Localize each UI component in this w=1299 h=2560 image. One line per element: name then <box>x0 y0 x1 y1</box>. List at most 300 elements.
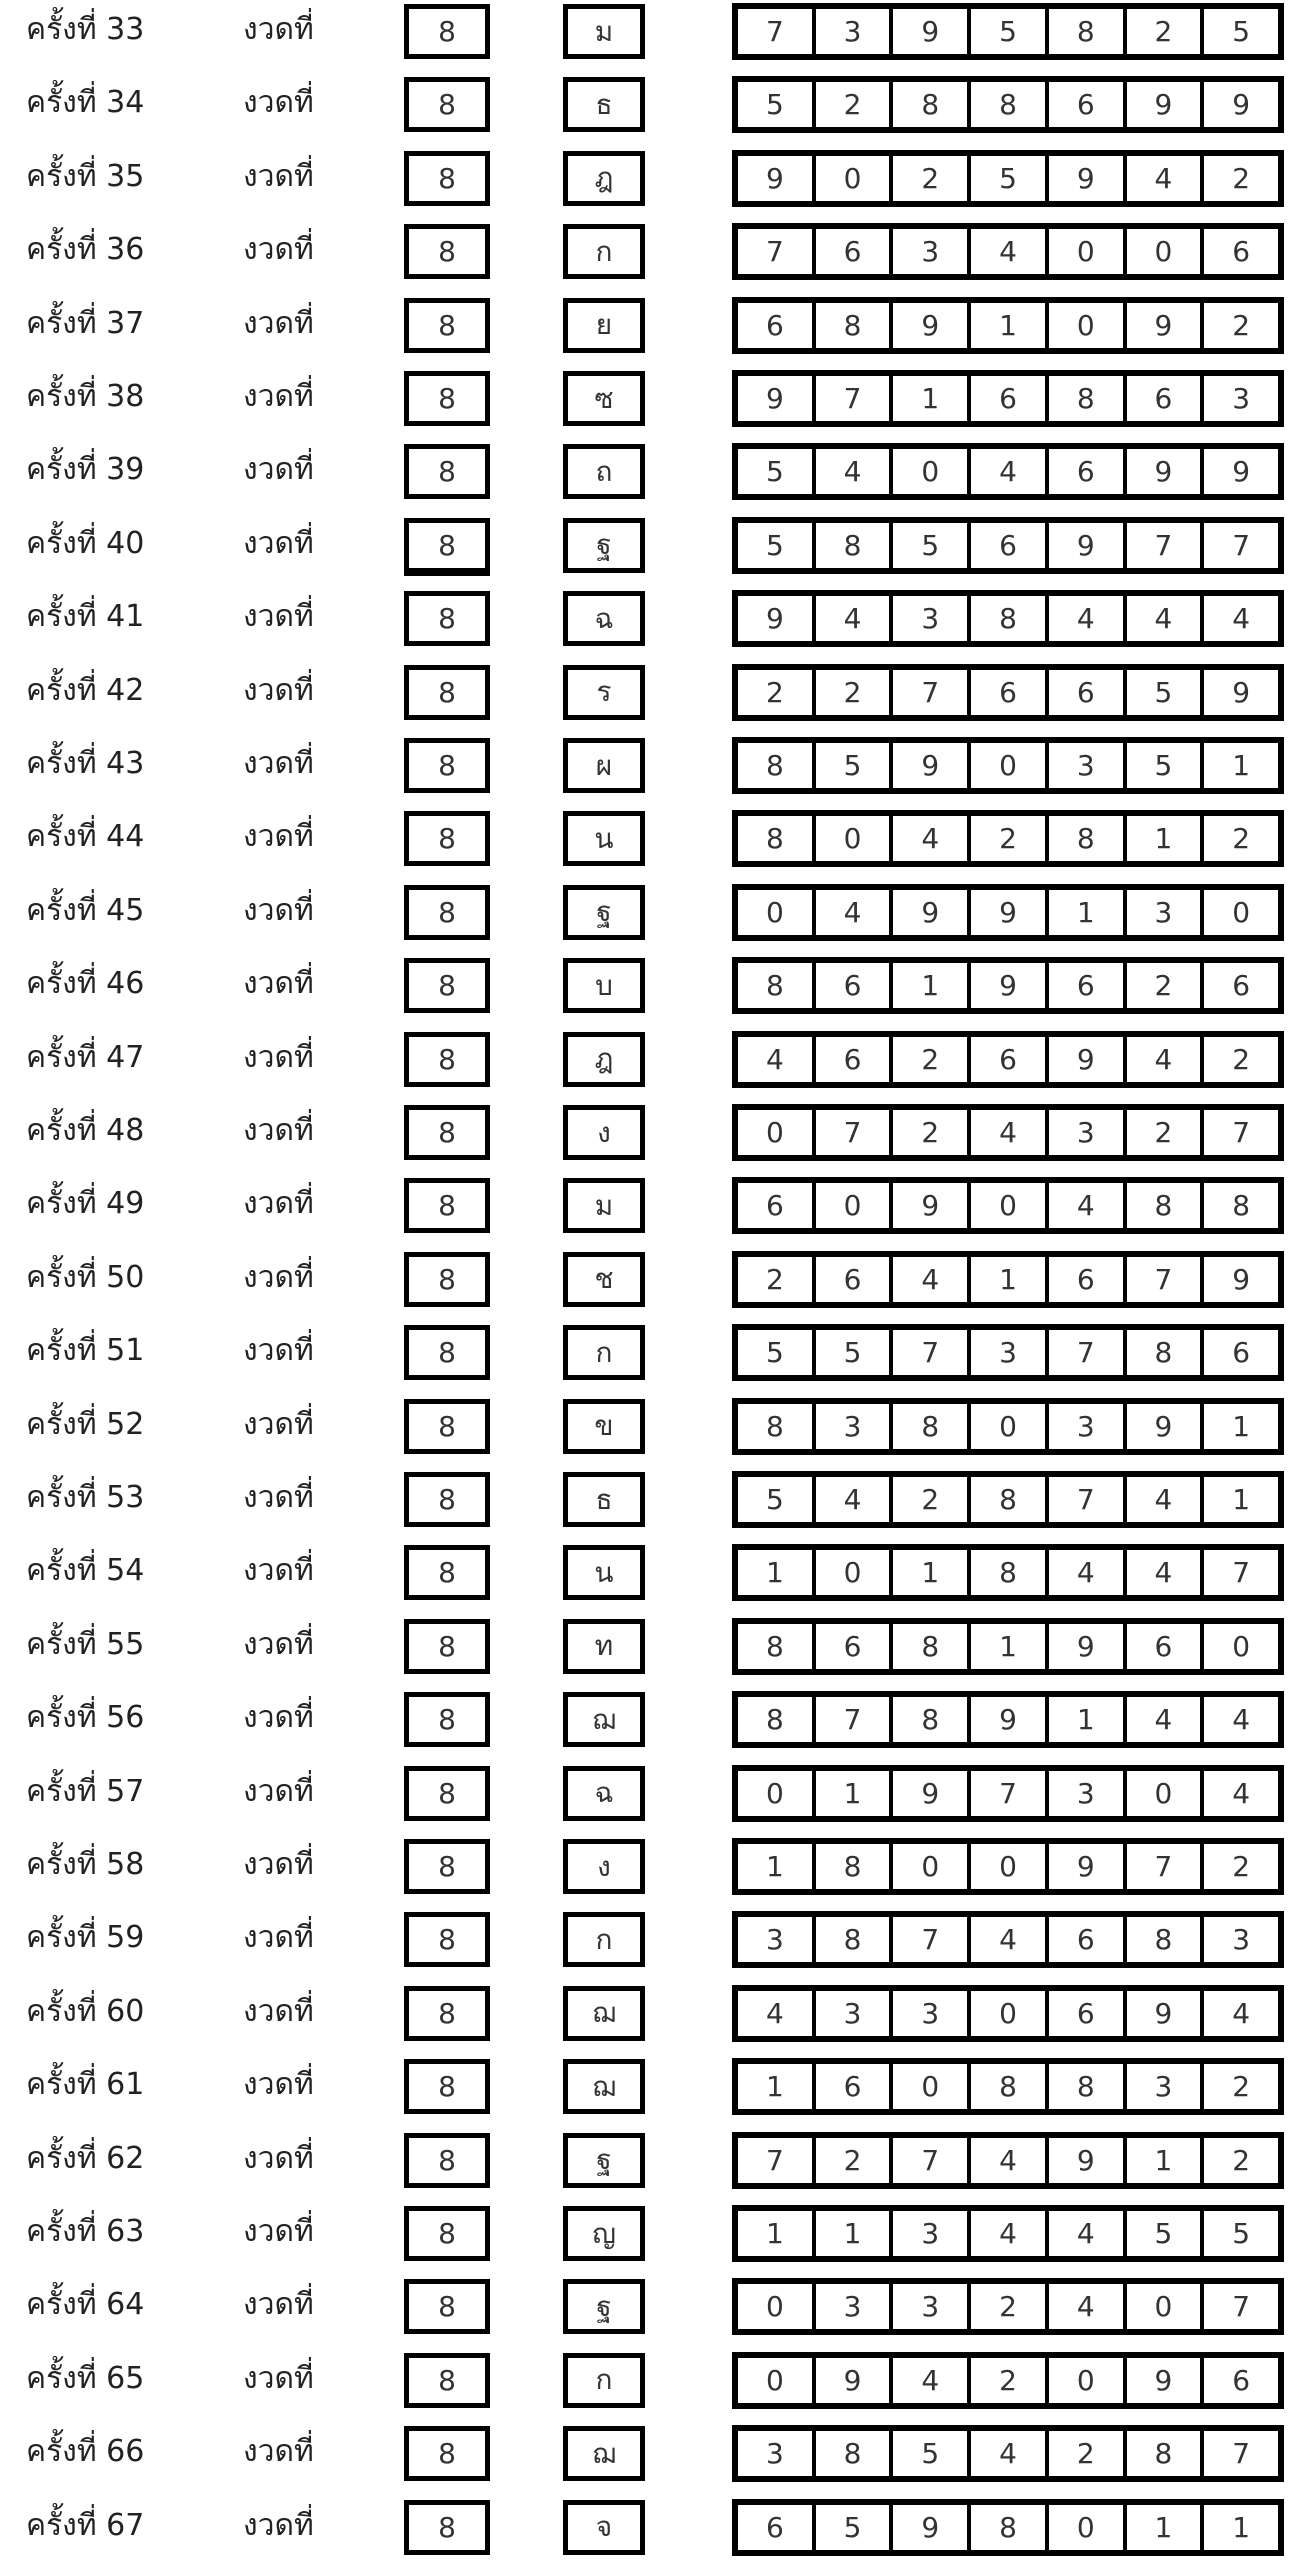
draw-row <box>0 73 1299 135</box>
letter-box: ร <box>563 665 645 720</box>
letter-box: ฐ <box>563 885 645 940</box>
draw-label: งวดที่ <box>243 1993 314 2029</box>
draw-row <box>0 1835 1299 1897</box>
letter-box: ท <box>563 1619 645 1674</box>
letter-box: ฌ <box>563 2426 645 2481</box>
digit-cell: 4 <box>889 816 967 861</box>
digit-cell: 2 <box>967 2284 1045 2329</box>
digit-cell: 4 <box>1123 1550 1201 1595</box>
draw-label: งวดที่ <box>243 1480 314 1515</box>
digit-cell: 6 <box>1123 1624 1201 1669</box>
digit-cell: 4 <box>1200 1991 1278 2036</box>
draw-label: งวดที่ <box>243 2140 314 2176</box>
number-digits-group <box>732 223 1284 280</box>
digit-cell: 6 <box>967 1037 1045 1082</box>
digit-cell: 4 <box>1200 1771 1278 1816</box>
digit-cell: 8 <box>1123 2431 1201 2476</box>
digit-cell: 0 <box>967 1404 1045 1449</box>
digit-cell: 4 <box>889 1257 967 1302</box>
digit-cell: 7 <box>1045 1477 1123 1522</box>
round-label: ครั้งที่ 43 <box>26 746 145 781</box>
digit-cell: 2 <box>812 2138 890 2183</box>
draw-row <box>0 2422 1299 2484</box>
draw-number-box: 8 <box>404 1472 490 1527</box>
digit-cell: 6 <box>1045 1917 1123 1962</box>
digit-cell: 1 <box>765 2070 784 2104</box>
digit-cell: 3 <box>889 229 967 274</box>
digit-cell: 8 <box>1123 1183 1201 1228</box>
digit-cell: 9 <box>1123 1991 1201 2036</box>
draw-number-box: 8 <box>404 77 490 132</box>
round-label: ครั้งที่ 63 <box>26 2214 145 2249</box>
digit-cell: 1 <box>1123 816 1201 861</box>
draw-label: งวดที่ <box>243 2360 314 2396</box>
digit-cell: 2 <box>889 1477 967 1522</box>
letter-box: ก <box>563 1325 645 1380</box>
draw-row <box>0 881 1299 943</box>
digit-cell: 9 <box>967 963 1045 1008</box>
digit-cell: 1 <box>765 2217 784 2250</box>
round-label: ครั้งที่ 60 <box>26 1993 145 2029</box>
digit-cell: 4 <box>765 1996 784 2030</box>
digit-cell: 4 <box>1123 1697 1201 1742</box>
digit-cell: 4 <box>812 1477 890 1522</box>
digit-cell: 6 <box>812 1624 890 1669</box>
digit-cell: 2 <box>1200 1037 1278 1082</box>
digit-cell: 7 <box>1200 1550 1278 1595</box>
number-digits-group <box>732 3 1284 60</box>
digit-cell: 7 <box>889 1330 967 1375</box>
letter-box: น <box>563 1545 645 1600</box>
digit-cell: 8 <box>967 1550 1045 1595</box>
digit-cell: 9 <box>1045 1844 1123 1889</box>
digit-cell: 9 <box>1200 82 1278 127</box>
draw-row <box>0 954 1299 1016</box>
digit-cell: 5 <box>1200 2211 1278 2256</box>
digit-cell: 4 <box>1123 156 1201 201</box>
digit-cell: 3 <box>1123 890 1201 935</box>
digit-cell: 7 <box>1045 1330 1123 1375</box>
digit-cell: 5 <box>765 88 784 122</box>
digit-cell: 9 <box>1200 670 1278 715</box>
draw-row <box>0 1982 1299 2044</box>
digit-cell: 1 <box>765 1850 784 1883</box>
draw-row <box>0 1248 1299 1310</box>
draw-number-box: 8 <box>404 1325 490 1380</box>
digit-cell: 1 <box>889 376 967 421</box>
draw-number-box: 8 <box>404 2206 490 2261</box>
digit-cell: 4 <box>1123 596 1201 641</box>
number-digits-group <box>732 1544 1284 1601</box>
digit-cell: 3 <box>1200 1917 1278 1962</box>
digit-cell: 3 <box>812 2284 890 2329</box>
letter-box: ฐ <box>563 2279 645 2334</box>
draw-label: งวดที่ <box>243 2507 314 2543</box>
draw-row <box>0 367 1299 429</box>
digit-cell: 7 <box>1200 2431 1278 2476</box>
digit-cell: 9 <box>889 890 967 935</box>
number-digits-group <box>732 664 1284 721</box>
digit-cell: 9 <box>889 1183 967 1228</box>
digit-cell: 0 <box>1200 890 1278 935</box>
letter-box: จ <box>563 2500 645 2555</box>
digit-cell: 1 <box>967 303 1045 348</box>
draw-number-box: 8 <box>404 958 490 1013</box>
draw-row <box>0 2496 1299 2558</box>
draw-number-box: 8 <box>404 1766 490 1821</box>
draw-row <box>0 0 1299 62</box>
digit-cell: 9 <box>1200 449 1278 494</box>
digit-cell: 0 <box>967 1183 1045 1228</box>
digit-cell: 9 <box>1123 1404 1201 1449</box>
round-label: ครั้งที่ 61 <box>26 2067 145 2103</box>
digit-cell: 2 <box>967 816 1045 861</box>
digit-cell: 1 <box>889 963 967 1008</box>
digit-cell: 0 <box>889 2064 967 2109</box>
round-label: ครั้งที่ 39 <box>26 452 145 488</box>
number-digits-group <box>732 957 1284 1014</box>
draw-label: งวดที่ <box>243 819 314 855</box>
digit-cell: 4 <box>967 2138 1045 2183</box>
digit-cell: 5 <box>1123 2211 1201 2256</box>
digit-cell: 6 <box>812 1037 890 1082</box>
digit-cell: 4 <box>967 2211 1045 2256</box>
number-digits-group <box>732 2058 1284 2115</box>
number-digits-group <box>732 2352 1284 2409</box>
digit-cell: 4 <box>1200 1697 1278 1742</box>
number-digits-group <box>732 1398 1284 1455</box>
digit-cell: 4 <box>967 1110 1045 1155</box>
draw-row <box>0 661 1299 723</box>
round-label: ครั้งที่ 34 <box>26 85 145 121</box>
number-digits-group <box>732 443 1284 500</box>
draw-label: งวดที่ <box>243 1626 314 1662</box>
divider-line <box>404 572 490 576</box>
digit-cell: 8 <box>765 749 784 782</box>
digit-cell: 4 <box>1123 1477 1201 1522</box>
digit-cell: 4 <box>889 2358 967 2403</box>
digit-cell: 9 <box>967 890 1045 935</box>
draw-label: งวดที่ <box>243 599 314 635</box>
draw-number-box: 8 <box>404 298 490 353</box>
digit-cell: 2 <box>1123 9 1201 54</box>
draw-number-box: 8 <box>404 2500 490 2555</box>
digit-cell: 2 <box>812 670 890 715</box>
number-digits-group <box>732 1838 1284 1895</box>
number-digits-group <box>732 810 1284 867</box>
digit-cell: 6 <box>967 670 1045 715</box>
digit-cell: 4 <box>967 1917 1045 1962</box>
draw-row <box>0 1321 1299 1383</box>
number-digits-group <box>732 2132 1284 2189</box>
number-digits-group <box>732 1177 1284 1234</box>
number-digits-group <box>732 370 1284 427</box>
draw-number-box: 8 <box>404 371 490 426</box>
digit-cell: 4 <box>1045 1550 1123 1595</box>
round-label: ครั้งที่ 65 <box>26 2360 145 2396</box>
digit-cell: 6 <box>1200 229 1278 274</box>
digit-cell: 2 <box>1200 816 1278 861</box>
draw-label: งวดที่ <box>243 1186 314 1222</box>
digit-cell: 2 <box>1200 303 1278 348</box>
digit-cell: 7 <box>889 2138 967 2183</box>
digit-cell: 2 <box>1200 2064 1278 2109</box>
digit-cell: 4 <box>1045 2284 1123 2329</box>
draw-number-box: 8 <box>404 738 490 793</box>
digit-cell: 1 <box>812 2211 890 2256</box>
digit-cell: 5 <box>812 1330 890 1375</box>
digit-cell: 3 <box>1045 1404 1123 1449</box>
digit-cell: 1 <box>1045 1697 1123 1742</box>
digit-cell: 4 <box>1045 2211 1123 2256</box>
digit-cell: 8 <box>812 303 890 348</box>
draw-row <box>0 1101 1299 1163</box>
digit-cell: 3 <box>1045 1771 1123 1816</box>
draw-number-box: 8 <box>404 811 490 866</box>
digit-cell: 8 <box>1045 9 1123 54</box>
digit-cell: 8 <box>967 82 1045 127</box>
letter-box: น <box>563 811 645 866</box>
digit-cell: 1 <box>1123 2138 1201 2183</box>
draw-number-box: 8 <box>404 1545 490 1600</box>
draw-number-box: 8 <box>404 1105 490 1160</box>
digit-cell: 5 <box>812 743 890 788</box>
letter-box: ฉ <box>563 591 645 646</box>
digit-cell: 6 <box>1200 1330 1278 1375</box>
digit-cell: 8 <box>967 2064 1045 2109</box>
draw-row <box>0 1762 1299 1824</box>
digit-cell: 3 <box>1045 743 1123 788</box>
number-digits-group <box>732 1765 1284 1822</box>
round-label: ครั้งที่ 53 <box>26 1480 145 1515</box>
draw-number-box: 8 <box>404 4 490 59</box>
draw-label: งวดที่ <box>243 1039 314 1075</box>
draw-number-box: 8 <box>404 2426 490 2481</box>
digit-cell: 5 <box>812 2505 890 2550</box>
digit-cell: 9 <box>1200 1257 1278 1302</box>
draw-row <box>0 807 1299 869</box>
digit-cell: 5 <box>1200 9 1278 54</box>
letter-box: ฌ <box>563 1986 645 2041</box>
digit-cell: 9 <box>1045 2138 1123 2183</box>
number-digits-group <box>732 517 1284 574</box>
draw-number-box: 8 <box>404 151 490 206</box>
digit-cell: 3 <box>967 1330 1045 1375</box>
round-label: ครั้งที่ 54 <box>26 1553 145 1589</box>
digit-cell: 7 <box>1200 1110 1278 1155</box>
round-label: ครั้งที่ 51 <box>26 1333 145 1369</box>
draw-label: งวดที่ <box>243 2214 314 2249</box>
digit-cell: 9 <box>765 602 784 636</box>
number-digits-group <box>732 2278 1284 2335</box>
draw-number-box: 8 <box>404 885 490 940</box>
digit-cell: 9 <box>1123 2358 1201 2403</box>
digit-cell: 0 <box>812 1550 890 1595</box>
digit-cell: 8 <box>765 822 784 856</box>
draw-number-box: 8 <box>404 591 490 646</box>
digit-cell: 8 <box>812 2431 890 2476</box>
draw-row <box>0 1468 1299 1530</box>
digit-cell: 0 <box>1045 229 1123 274</box>
draw-row <box>0 2129 1299 2191</box>
digit-cell: 9 <box>889 743 967 788</box>
draw-number-box: 8 <box>404 1178 490 1233</box>
digit-cell: 8 <box>765 969 784 1003</box>
digit-cell: 9 <box>889 9 967 54</box>
digit-cell: 0 <box>1123 1771 1201 1816</box>
draw-row <box>0 1688 1299 1750</box>
digit-cell: 8 <box>1045 816 1123 861</box>
round-label: ครั้งที่ 38 <box>26 379 145 414</box>
number-digits-group <box>732 1471 1284 1528</box>
draw-row <box>0 587 1299 649</box>
digit-cell: 8 <box>889 82 967 127</box>
digit-cell: 9 <box>765 382 784 415</box>
letter-box: ม <box>563 1178 645 1233</box>
draw-label: งวดที่ <box>243 746 314 781</box>
digit-cell: 5 <box>1123 743 1201 788</box>
draw-label: งวดที่ <box>243 85 314 121</box>
digit-cell: 0 <box>812 156 890 201</box>
digit-cell: 6 <box>765 308 784 342</box>
letter-box: ก <box>563 224 645 279</box>
digit-cell: 5 <box>765 1336 784 1370</box>
digit-cell: 6 <box>1200 2358 1278 2403</box>
draw-label: งวดที่ <box>243 2434 314 2470</box>
digit-cell: 0 <box>967 1844 1045 1889</box>
round-label: ครั้งที่ 40 <box>26 525 145 561</box>
digit-cell: 2 <box>1200 2138 1278 2183</box>
digit-cell: 9 <box>1123 303 1201 348</box>
draw-label: งวดที่ <box>243 2067 314 2103</box>
number-digits-group <box>732 1985 1284 2042</box>
letter-box: ฌ <box>563 2059 645 2114</box>
digit-cell: 9 <box>1045 523 1123 568</box>
letter-box: ซ <box>563 371 645 426</box>
digit-cell: 1 <box>889 1550 967 1595</box>
draw-label: งวดที่ <box>243 525 314 561</box>
digit-cell: 5 <box>967 156 1045 201</box>
draw-label: งวดที่ <box>243 305 314 341</box>
digit-cell: 2 <box>812 82 890 127</box>
digit-cell: 7 <box>765 2143 784 2177</box>
round-label: ครั้งที่ 47 <box>26 1039 145 1075</box>
number-digits-group <box>732 590 1284 647</box>
draw-label: งวดที่ <box>243 1700 314 1736</box>
draw-label: งวดที่ <box>243 158 314 194</box>
digit-cell: 7 <box>765 15 784 48</box>
letter-box: ฌ <box>563 1692 645 1747</box>
round-label: ครั้งที่ 35 <box>26 158 145 194</box>
letter-box: ฉ <box>563 1766 645 1821</box>
digit-cell: 0 <box>967 1991 1045 2036</box>
digit-cell: 9 <box>1045 1624 1123 1669</box>
digit-cell: 8 <box>765 1629 784 1663</box>
digit-cell: 6 <box>812 963 890 1008</box>
digit-cell: 3 <box>1123 2064 1201 2109</box>
digit-cell: 4 <box>812 596 890 641</box>
digit-cell: 0 <box>765 2363 784 2397</box>
letter-box: ญ <box>563 2206 645 2261</box>
draw-row <box>0 1541 1299 1603</box>
digit-cell: 4 <box>812 890 890 935</box>
digit-cell: 1 <box>1200 743 1278 788</box>
draw-label: งวดที่ <box>243 1333 314 1369</box>
digit-cell: 1 <box>1123 2505 1201 2550</box>
number-digits-group <box>732 1104 1284 1161</box>
digit-cell: 7 <box>1123 523 1201 568</box>
draw-number-box: 8 <box>404 1986 490 2041</box>
digit-cell: 6 <box>812 229 890 274</box>
digit-cell: 2 <box>889 1037 967 1082</box>
digit-cell: 0 <box>765 1776 784 1810</box>
digit-cell: 5 <box>889 523 967 568</box>
digit-cell: 0 <box>812 816 890 861</box>
letter-box: ง <box>563 1839 645 1894</box>
round-label: ครั้งที่ 58 <box>26 1847 145 1882</box>
draw-label: งวดที่ <box>243 892 314 928</box>
round-label: ครั้งที่ 48 <box>26 1113 145 1148</box>
digit-cell: 3 <box>889 2284 967 2329</box>
digit-cell: 6 <box>1045 1991 1123 2036</box>
digit-cell: 5 <box>765 1483 784 1516</box>
letter-box: ม <box>563 4 645 59</box>
digit-cell: 3 <box>812 9 890 54</box>
draw-row <box>0 1615 1299 1677</box>
digit-cell: 1 <box>765 1556 784 1590</box>
draw-number-box: 8 <box>404 1399 490 1454</box>
digit-cell: 8 <box>1045 2064 1123 2109</box>
draw-row <box>0 2349 1299 2411</box>
draw-number-box: 8 <box>404 1252 490 1307</box>
digit-cell: 6 <box>765 2510 784 2544</box>
letter-box: บ <box>563 958 645 1013</box>
digit-cell: 2 <box>765 1262 784 1296</box>
digit-cell: 6 <box>1123 376 1201 421</box>
draw-label: งวดที่ <box>243 2287 314 2323</box>
draw-label: งวดที่ <box>243 1113 314 1148</box>
number-digits-group <box>732 2205 1284 2262</box>
draw-row <box>0 1028 1299 1090</box>
draw-label: งวดที่ <box>243 232 314 268</box>
draw-number-box: 8 <box>404 1912 490 1967</box>
draw-number-box: 8 <box>404 1839 490 1894</box>
number-digits-group <box>732 1618 1284 1675</box>
digit-cell: 9 <box>1045 156 1123 201</box>
digit-cell: 4 <box>967 449 1045 494</box>
digit-cell: 0 <box>889 449 967 494</box>
digit-cell: 6 <box>967 523 1045 568</box>
digit-cell: 9 <box>889 1771 967 1816</box>
draw-row <box>0 440 1299 502</box>
letter-box: ธ <box>563 1472 645 1527</box>
digit-cell: 7 <box>1123 1257 1201 1302</box>
digit-cell: 7 <box>1123 1844 1201 1889</box>
digit-cell: 6 <box>1045 670 1123 715</box>
draw-row <box>0 734 1299 796</box>
digit-cell: 7 <box>765 235 784 269</box>
digit-cell: 5 <box>967 9 1045 54</box>
digit-cell: 0 <box>1045 2505 1123 2550</box>
letter-box: ฐ <box>563 518 645 573</box>
digit-cell: 0 <box>967 743 1045 788</box>
number-digits-group <box>732 1911 1284 1968</box>
digit-cell: 8 <box>812 1844 890 1889</box>
digit-cell: 3 <box>765 2437 784 2471</box>
digit-cell: 7 <box>1200 523 1278 568</box>
digit-cell: 0 <box>765 1116 784 1149</box>
round-label: ครั้งที่ 56 <box>26 1700 145 1736</box>
